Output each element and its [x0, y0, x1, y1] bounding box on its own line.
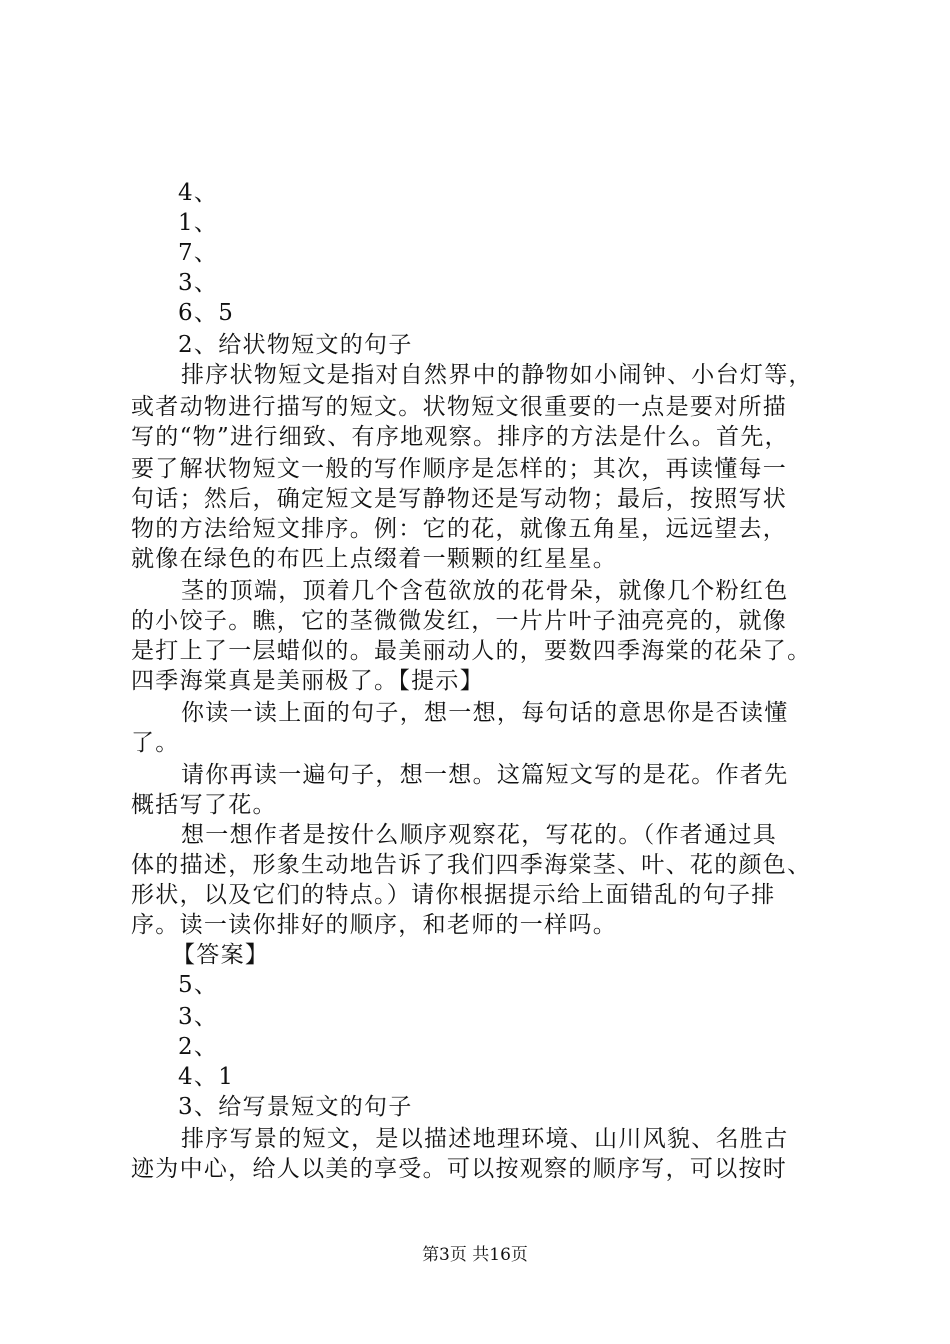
- paragraph-line: 你读一读上面的句子，想一想，每句话的意思你是否读懂: [181, 700, 789, 726]
- paragraph-line: 物的方法给短文排序。例：它的花，就像五角星，远远望去，: [131, 516, 788, 542]
- paragraph-line: 是打上了一层蜡似的。最美丽动人的，要数四季海棠的花朵了。: [131, 638, 812, 664]
- section-heading: 2、给状物短文的句子: [178, 332, 413, 358]
- text-line: 2、: [178, 1034, 219, 1060]
- paragraph-line: 体的描述，形象生动地告诉了我们四季海棠茎、叶、花的颜色、: [131, 852, 812, 878]
- paragraph-line: 想一想作者是按什么顺序观察花，写花的。（作者通过具: [181, 822, 777, 848]
- paragraph-line: 四季海棠真是美丽极了。【提示】: [131, 668, 484, 694]
- paragraph-line: 要了解状物短文一般的写作顺序是怎样的；其次，再读懂每一: [131, 456, 788, 482]
- page-footer: 第3页 共16页: [422, 1245, 528, 1265]
- paragraph-line: 就像在绿色的布匹上点缀着一颗颗的红星星。: [131, 546, 617, 572]
- text-line: 7、: [178, 240, 219, 266]
- paragraph-line: 茎的顶端，顶着几个含苞欲放的花骨朵，就像几个粉红色: [181, 578, 789, 604]
- paragraph-line: 序。读一读你排好的顺序，和老师的一样吗。: [131, 912, 617, 938]
- answer-heading: 【答案】: [172, 942, 270, 968]
- paragraph-line: 的小饺子。瞧，它的茎微微发红，一片片叶子油亮亮的，就像: [131, 608, 788, 634]
- paragraph-line: 概括写了花。: [131, 792, 277, 818]
- paragraph-line: 了。: [131, 730, 180, 756]
- paragraph-line: 排序写景的短文，是以描述地理环境、山川风貌、名胜古: [181, 1126, 789, 1152]
- text-line: 5、: [178, 972, 219, 998]
- paragraph-line: 句话；然后，确定短文是写静物还是写动物；最后，按照写状: [131, 486, 788, 512]
- section-heading: 3、给写景短文的句子: [178, 1094, 413, 1120]
- text-line: 3、: [178, 270, 219, 296]
- paragraph-line: 排序状物短文是指对自然界中的静物如小闹钟、小台灯等，: [181, 362, 813, 388]
- paragraph-line: 写的“物”进行细致、有序地观察。排序的方法是什么。首先，: [131, 424, 789, 450]
- paragraph-line: 形状，以及它们的特点。）请你根据提示给上面错乱的句子排: [131, 882, 776, 908]
- paragraph-line: 迹为中心，给人以美的享受。可以按观察的顺序写，可以按时: [131, 1156, 788, 1182]
- paragraph-line: 或者动物进行描写的短文。状物短文很重要的一点是要对所描: [131, 394, 788, 420]
- text-line: 1、: [178, 210, 219, 236]
- text-line: 4、1: [178, 1064, 235, 1090]
- paragraph-line: 请你再读一遍句子，想一想。这篇短文写的是花。作者先: [181, 762, 789, 788]
- text-line: 6、5: [178, 300, 235, 326]
- text-line: 3、: [178, 1004, 219, 1030]
- text-line: 4、: [178, 180, 219, 206]
